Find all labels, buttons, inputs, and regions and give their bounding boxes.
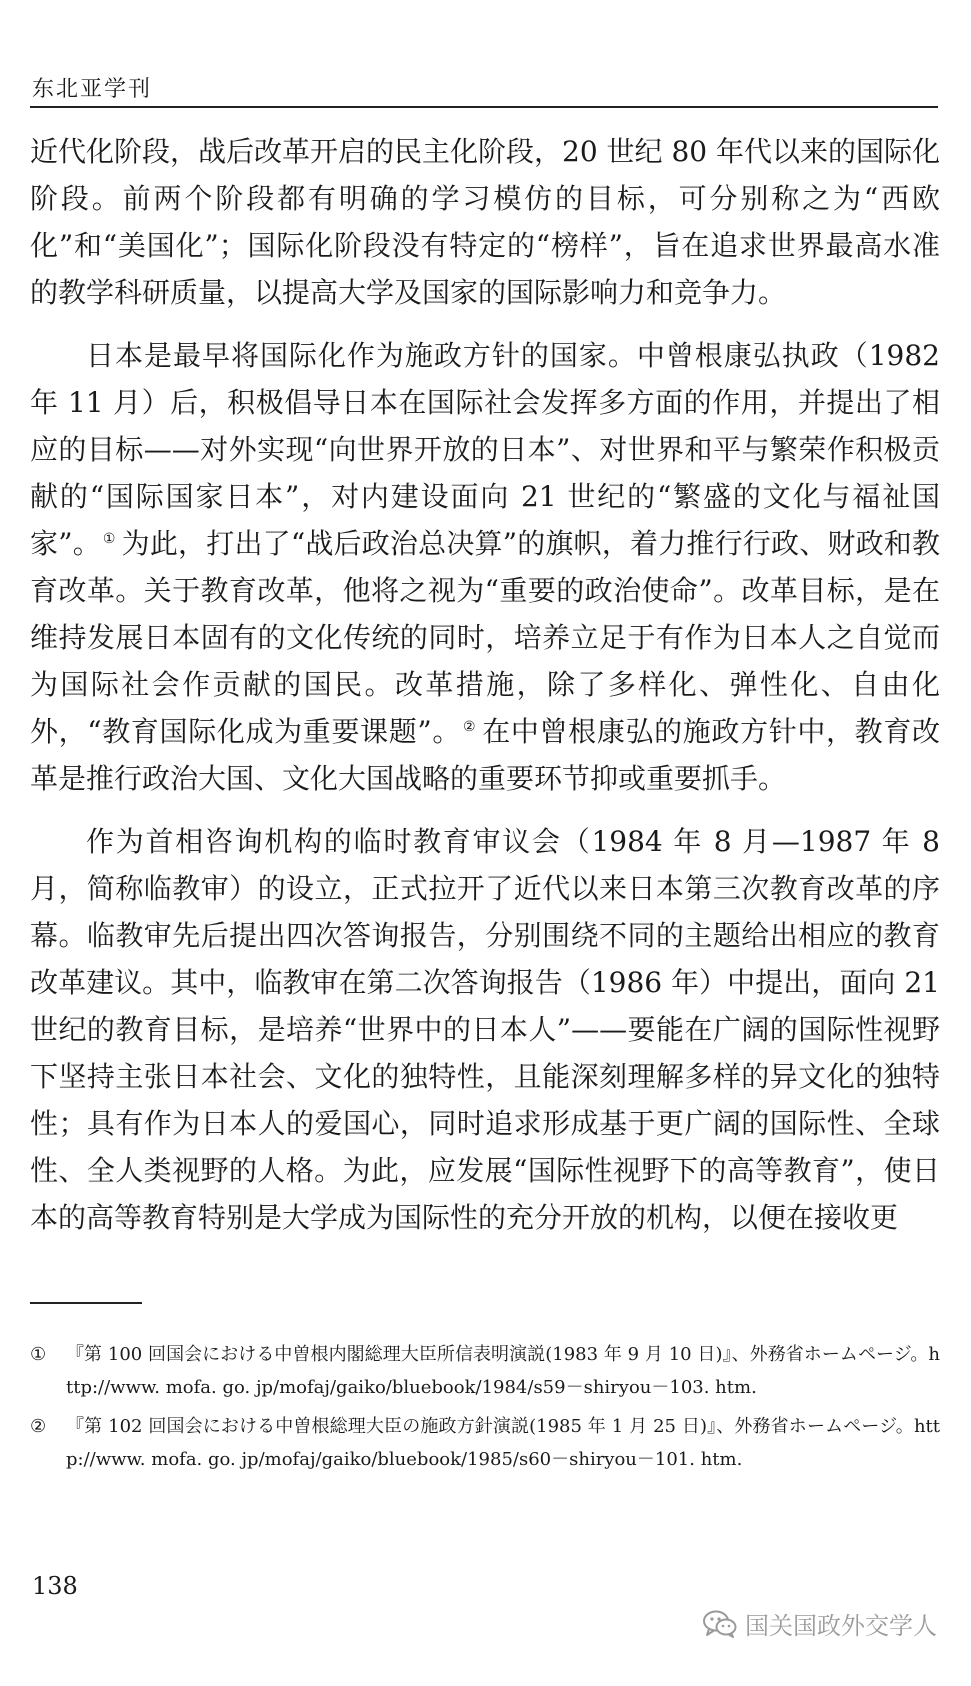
paragraph-3: 作为首相咨询机构的临时教育审议会（1984 年 8 月—1987 年 8 月，简称临教审）的设立，正式拉开了近代以来日本第三次教育改革的序幕。临教审先后提出四次答询报告，分别围绕不同的主题给出相应的教育改革建议。其中，临教审在第二次答询报告（1986 年）中提出，面向 21 世纪的教育目标，是培养“世界中的日本人”——要能在广阔的国际性视野下坚持主张日本社会、文化的独特性，且能深刻理解多样的异文化的独特性；具有作为日本人的爱国心，同时追求形成基于更广阔的国际性、全球性、全人类视野的人格。为此，应发展“国际性视野下的高等教育”，使日本的高等教育特别是大学成为国际性的充分开放的机构，以便在接收更 [30,825,940,1234]
footnote-1-text: 『第 100 回国会における中曽根内閣総理大臣所信表明演説(1983 年 9 月 10 日)』、外務省ホームページ。http://www. mofa. go. jp/mofaj/gaiko/bluebook/1984/s59－shiryou－103. htm. [66,1344,940,1398]
body-text [30,128,940,1241]
paragraph-2-part-1: 日本是最早将国际化作为施政方针的国家。中曾根康弘执政（1982 年 11 月）后，积极倡导日本在国际社会发挥多方面的作用，并提出了相应的目标——对外实现“向世界开放的日本”、对世界和平与繁荣作积极贡献的“国际国家日本”，对内建设面向 21 世纪的“繁盛的文化与福祉国家”。 [30,339,940,560]
footnote-2 [30,1410,940,1476]
footnote-ref-2[interactable]: ② [463,719,477,735]
paragraph-2 [30,332,940,802]
footnote-rule [30,1302,142,1304]
journal-title: 东北亚学刊 [32,77,153,102]
watermark [703,1606,937,1641]
footnote-ref-1[interactable]: ① [102,531,116,547]
wechat-icon [703,1610,737,1638]
watermark-text: 国关国政外交学人 [745,1612,937,1640]
paragraph-2-part-2: 为此，打出了“战后政治总决算”的旗帜，着力推行行政、财政和教育改革。关于教育改革，他将之视为“重要的政治使命”。改革目标，是在维持发展日本固有的文化传统的同时，培养立足于有作为日本人之自觉而为国际社会作贡献的国民。改革措施，除了多样化、弹性化、自由化外，“教育国际化成为重要课题”。 [30,527,940,748]
footnote-1-mark: ① [30,1344,47,1365]
footnote-2-mark: ② [30,1416,47,1437]
paragraph-1: 近代化阶段，战后改革开启的民主化阶段，20 世纪 80 年代以来的国际化阶段。前两个阶段都有明确的学习模仿的目标，可分别称之为“西欧化”和“美国化”；国际化阶段没有特定的“榜样”，旨在追求世界最高水准的教学科研质量，以提高大学及国家的国际影响力和竞争力。 [30,135,940,309]
footnote-1 [30,1338,940,1404]
page-number: 138 [32,1572,78,1600]
footnotes [30,1338,940,1482]
paragraph-2-part-3: 在中曾根康弘的施政方针中，教育改革是推行政治大国、文化大国战略的重要环节抑或重要抓手。 [30,715,940,795]
header-rule [30,106,938,108]
footnote-2-text: 『第 102 回国会における中曽根総理大臣の施政方針演説(1985 年 1 月 25 日)』、外務省ホームページ。http://www. mofa. go. jp/mofaj/gaiko/bluebook/1985/s60－shiryou－101. htm. [66,1416,940,1470]
